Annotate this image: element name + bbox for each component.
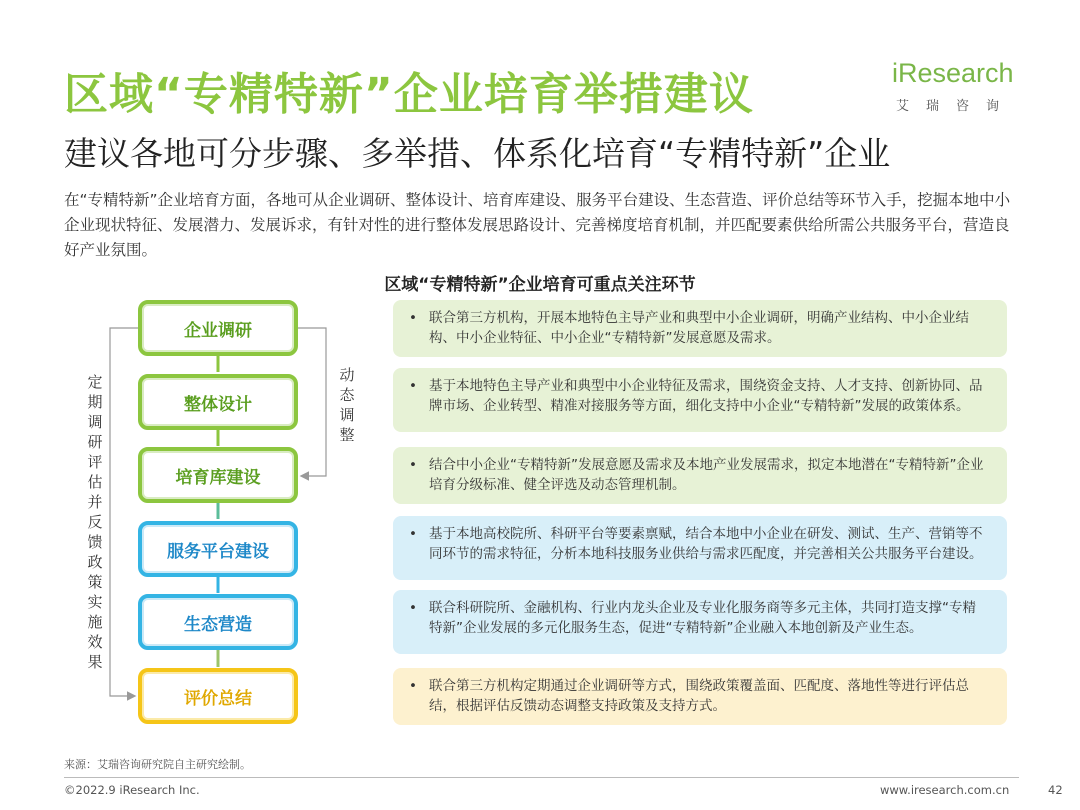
- feedback-loop-left: [110, 328, 138, 696]
- footer-divider: [64, 777, 1019, 778]
- detail-card: • 基于本地高校院所、科研平台等要素禀赋，结合本地中小企业在研发、测试、生产、营销等不同环节的需求特征，分析本地科技服务业供给与需求匹配度，并完善相关公共服务平台建设。: [393, 516, 1007, 580]
- detail-card: • 结合中小企业“专精特新”发展意愿及需求及本地产业发展需求，拟定本地潜在“专精特新”企业培育分级标准、健全评选及动态管理机制。: [393, 447, 1007, 504]
- diagram-heading: 区域“专精特新”企业培育可重点关注环节: [384, 275, 696, 295]
- source-note: 来源：艾瑞咨询研究院自主研究绘制。: [64, 758, 251, 771]
- step-overall-design: 整体设计: [138, 374, 298, 430]
- step-enterprise-research: 企业调研: [138, 300, 298, 356]
- intro-paragraph: 在“专精特新”企业培育方面，各地可从企业调研、整体设计、培育库建设、服务平台建设、生态营造、评价总结等环节入手，挖掘本地中小企业现状特征、发展潜力、发展诉求，有针对性的进行整体发展思路设计、完善梯度培育机制，并匹配要素供给所需公共服务平台，营造良好产业氛围。: [64, 191, 1011, 259]
- detail-card: • 基于本地特色主导产业和典型中小企业特征及需求，围绕资金支持、人才支持、创新协同、品牌市场、企业转型、精准对接服务等方面，细化支持中小企业“专精特新”发展的政策体系。: [393, 368, 1007, 432]
- detail-card: • 联合第三方机构，开展本地特色主导产业和典型中小企业调研，明确产业结构、中小企业结构、中小企业特征、中小企业“专精特新”发展意愿及需求。: [393, 300, 1007, 357]
- logo-text: iResearch: [892, 58, 1014, 88]
- page-subtitle: 建议各地可分步骤、多举措、体系化培育“专精特新”企业: [64, 134, 891, 173]
- step-service-platform: 服务平台建设: [138, 521, 298, 577]
- logo-subtext: 艾瑞咨询: [896, 99, 1017, 114]
- step-cultivation-pool: 培育库建设: [138, 447, 298, 503]
- right-loop-label: 动态调整: [339, 366, 355, 444]
- step-evaluation: 评价总结: [138, 668, 298, 724]
- detail-card: • 联合科研院所、金融机构、行业内龙头企业及专业化服务商等多元主体，共同打造支撑“专精特新”企业发展的多元化服务生态，促进“专精特新”企业融入本地创新及产业生态。: [393, 590, 1007, 654]
- detail-card: • 联合第三方机构定期通过企业调研等方式，围绕政策覆盖面、匹配度、落地性等进行评估总结，根据评估反馈动态调整支持政策及支持方式。: [393, 668, 1007, 725]
- website-link[interactable]: www.iresearch.com.cn: [880, 783, 1010, 797]
- copyright: ©2022.9 iResearch Inc.: [64, 783, 200, 797]
- page-title: 区域“专精特新”企业培育举措建议: [64, 69, 754, 120]
- left-loop-label: 定期调研评估并反馈政策实施效果: [87, 373, 103, 671]
- adjust-loop-right: [298, 328, 326, 476]
- page-number: 42: [1048, 783, 1063, 797]
- step-ecosystem: 生态营造: [138, 594, 298, 650]
